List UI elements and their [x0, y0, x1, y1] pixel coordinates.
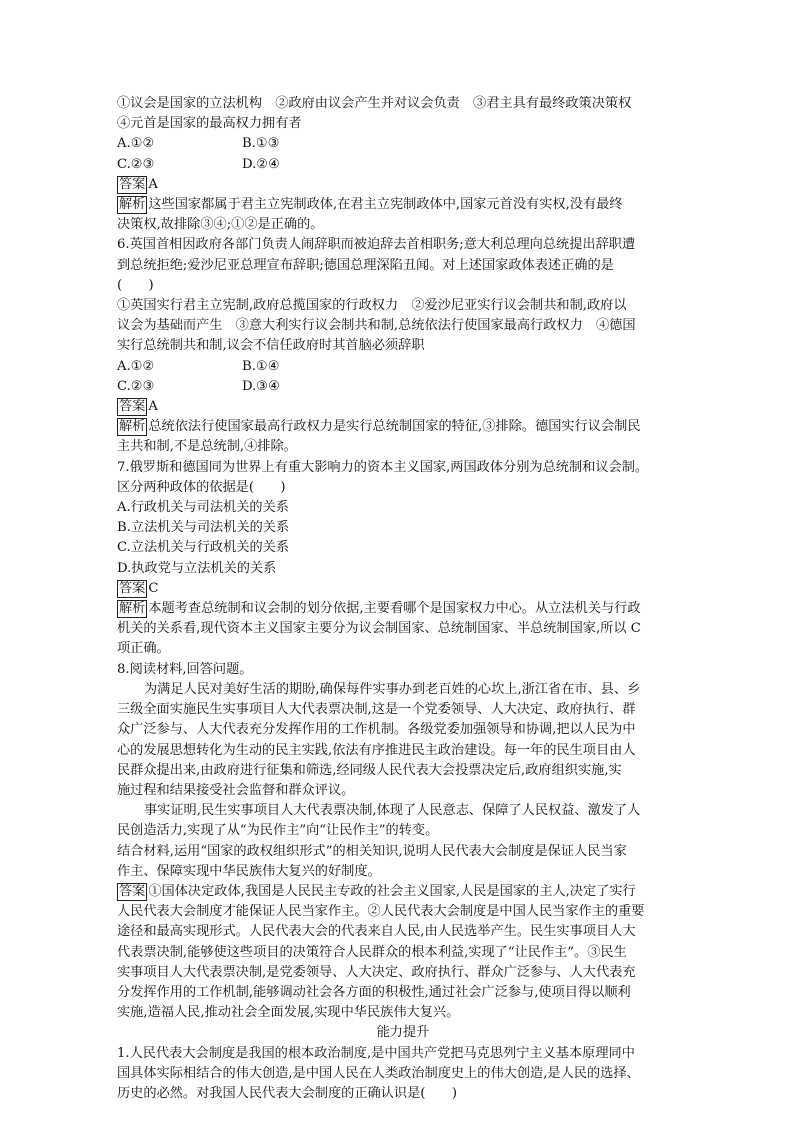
q8-answer-line-4: 代表票决制,能够使这些项目的决策符合人民群众的根本利益,实现了“让民作主”。③民生: [117, 944, 627, 960]
q6-analysis-line-2: 主共和制,不是总统制,④排除。: [117, 439, 297, 455]
q8-answer-line-1: [117, 882, 689, 902]
q8-material-line-3: 众广泛参与、人大代表充分发挥作用的工作机制。各级党委加强领导和协调,把以人民为中: [117, 722, 636, 738]
q8-answer-text-1: ①国体决定政体,我国是人民民主专政的社会主义国家,人民是国家的主人,决定了实行: [148, 883, 636, 899]
analysis-tag: 解析: [119, 419, 146, 435]
q8-material2-line-1: 事实证明,民生实事项目人大代表票决制,体现了人民意志、保障了人民权益、激发了人: [144, 803, 641, 819]
q8-material-line-4: 心的发展思想转化为生动的民主实践,依法有序推进民主政治建设。每一年的民生项目由人: [117, 742, 636, 758]
question-6: [117, 235, 689, 457]
q6-option-d: D.③④: [242, 378, 280, 394]
q8-question-line-2: 作主、保障实现中华民族伟大复兴的好制度。: [117, 863, 381, 879]
q7-option-c: C.立法机关与行政机关的关系: [117, 540, 290, 556]
q5-analysis-text-1: 这些国家都属于君主立宪制政体,在君主立宪制政体中,国家元首没有实权,没有最终: [148, 197, 623, 213]
analysis-tag: 解析: [119, 601, 146, 617]
next-q1-stem-line-2: 国具体实际相结合的伟大创造,是中国人民在人类政治制度史上的伟大创造,是人民的选择、: [117, 1065, 640, 1081]
q8-material-line-5: 民群众提出来,由政府进行征集和筛选,经同级人民代表大会投票决定后,政府组织实施,实: [117, 762, 622, 778]
q5-option-d: D.②④: [242, 156, 280, 172]
q5-statement-line-2: ④元首是国家的最高权力拥有者: [117, 116, 302, 132]
q8-material-line-1: 为满足人民对美好生活的期盼,确保每件实事办到老百姓的心坎上,浙江省在市、县、乡: [144, 681, 641, 697]
q6-stem-line-2: 到总统拒绝;爱沙尼亚总理宣布辞职;德国总理深陷丑闻。对上述国家政体表述正确的是: [117, 257, 614, 273]
answer-tag: 答案: [119, 883, 146, 899]
q5-statement-line-1: ①议会是国家的立法机构 ②政府由议会产生并对议会负责 ③君主具有最终政策决策权: [117, 96, 632, 111]
q6-option-c: C.②③: [117, 378, 155, 394]
q5-option-b: B.①③: [242, 136, 280, 152]
next-q1-stem-line-3: 历史的必然。对我国人民代表大会制度的正确认识是( ): [117, 1085, 457, 1101]
q5-option-c: C.②③: [117, 156, 155, 172]
q8-answer-line-6: 分发挥作用的工作机制,能够调动社会各方面的积极性,通过社会广泛参与,使项目得以顺利: [117, 984, 631, 1000]
next-question-1: [117, 1044, 689, 1105]
answer-tag: 答案: [119, 176, 146, 192]
q6-options-row-1: [117, 357, 689, 377]
q8-question-line-1: 结合材料,运用“国家的政权组织形式”的相关知识,说明人民代表大会制度是保证人民当家: [117, 843, 627, 859]
q5-analysis-line-1: [117, 195, 689, 215]
answer-tag: 答案: [119, 399, 146, 415]
q6-analysis-line-1: [117, 417, 689, 437]
q8-material-line-6: 施过程和结果接受社会监督和群众评议。: [117, 782, 355, 798]
question-8: [117, 660, 689, 1024]
answer-tag: 答案: [119, 580, 146, 596]
q6-answer: [117, 397, 689, 417]
q6-option-b: B.①④: [242, 358, 280, 374]
q8-answer-line-2: 人民代表大会制度才能保证人民当家作主。②人民代表大会制度是中国人民当家作主的重要: [117, 904, 645, 920]
q7-answer: [117, 579, 689, 599]
q7-analysis-line-1: [117, 599, 689, 619]
analysis-tag: 解析: [119, 197, 146, 213]
document-page: [117, 94, 689, 1104]
q8-material-line-2: 三级全面实施民生实事项目人大代表票决制,这是一个党委领导、人大决定、政府执行、群: [117, 702, 636, 718]
q6-stem-line-3: ( ): [117, 277, 154, 293]
next-q1-stem-line-1: 1.人民代表大会制度是我国的根本政治制度,是中国共产党把马克思列宁主义基本原理同中: [117, 1045, 635, 1061]
q5-options-row-2: [117, 155, 689, 175]
q5-option-a: A.①②: [117, 136, 155, 152]
question-7: [117, 458, 689, 660]
q6-options-row-2: [117, 377, 689, 397]
q7-option-d: D.执政党与立法机关的关系: [117, 560, 277, 576]
q8-answer-line-5: 实事项目人大代表票决制,是党委领导、人大决定、政府执行、群众广泛参与、人大代表充: [117, 964, 636, 980]
q5-options-row-1: [117, 134, 689, 154]
q6-answer-value: A: [148, 399, 158, 415]
q6-statement-line-1: ①英国实行君主立宪制,政府总揽国家的行政权力 ②爱沙尼亚实行议会制共和制,政府以: [117, 298, 627, 314]
q7-option-a: A.行政机关与司法机关的关系: [117, 500, 289, 516]
q7-answer-value: C: [148, 580, 159, 596]
q8-answer-line-3: 途径和最高实现形式。人民代表大会的代表来自人民,由人民选举产生。民生实事项目人大: [117, 924, 636, 940]
q7-analysis-line-2: 机关的关系看,现代资本主义国家主要分为议会制国家、总统制国家、半总统制国家,所以 C: [117, 621, 641, 637]
q7-stem-line-1: 7.俄罗斯和德国同为世界上有重大影响力的资本主义国家,两国政体分别为总统制和议会制。: [117, 459, 649, 475]
q5-answer-value: A: [148, 176, 158, 192]
q6-option-a: A.①②: [117, 358, 155, 374]
q7-option-b: B.立法机关与司法机关的关系: [117, 520, 290, 536]
question-5: [117, 94, 689, 235]
q6-statement-line-3: 实行总统制共和制,议会不信任政府时其首脑必须辞职: [117, 338, 425, 354]
section-title: 能力提升: [376, 1025, 430, 1041]
q6-stem-line-1: 6.英国首相因政府各部门负责人闹辞职而被迫辞去首相职务;意大利总理向总统提出辞职遭: [117, 237, 636, 253]
q8-answer-line-7: 实施,造福人民,推动社会全面发展,实现中华民族伟大复兴。: [117, 1005, 460, 1021]
q7-analysis-text-1: 本题考查总统制和议会制的划分依据,主要看哪个是国家权力中心。从立法机关与行政: [148, 601, 641, 617]
q7-analysis-line-3: 项正确。: [117, 641, 170, 657]
q6-analysis-text-1: 总统依法行使国家最高行政权力是实行总统制国家的特征,③排除。德国实行议会制民: [148, 419, 641, 435]
q5-analysis-line-2: 决策权,故排除③④;①②是正确的。: [117, 217, 324, 233]
q8-stem: 8.阅读材料,回答问题。: [117, 661, 253, 677]
q8-material2-line-2: 民创造活力,实现了从“为民作主”向“让民作主”的转变。: [117, 823, 439, 839]
q7-stem-line-2: 区分两种政体的依据是( ): [117, 479, 286, 495]
q5-answer: [117, 175, 689, 195]
q6-statement-line-2: 议会为基础而产生 ③意大利实行议会制共和制,总统依法行使国家最高行政权力 ④德国: [117, 318, 636, 334]
